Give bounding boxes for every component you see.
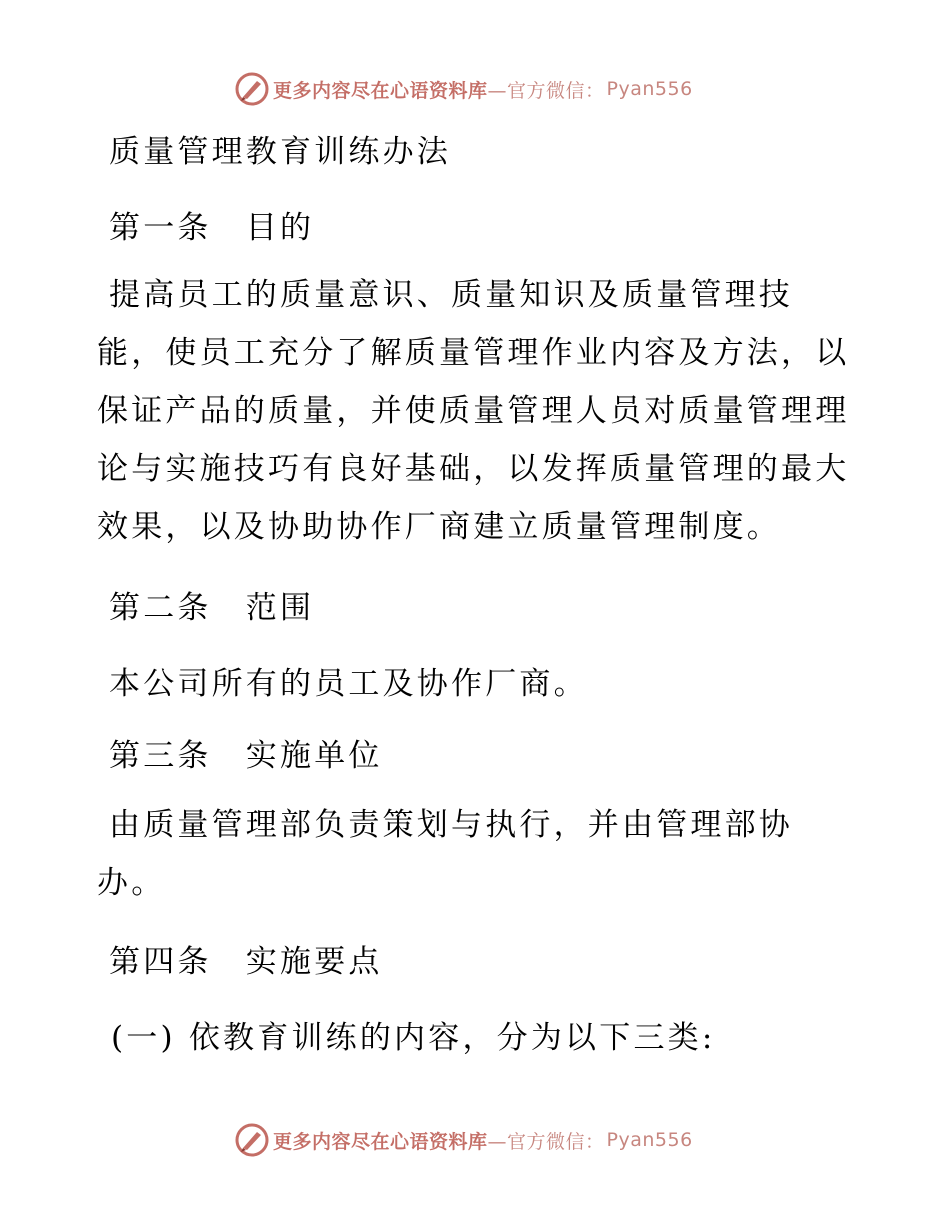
watermark-text: 更多内容尽在心语资料库 xyxy=(273,79,488,102)
watermark-wechat-label: —官方微信： xyxy=(487,79,605,102)
article-3-heading: 第三条 实施单位 xyxy=(109,738,383,774)
paragraph-line: 保证产品的质量，并使质量管理人员对质量管理理 xyxy=(97,393,850,429)
article-4-item-1: (一) 依教育训练的内容，分为以下三类: xyxy=(111,1020,716,1056)
paragraph-line: 由质量管理部负责策划与执行，并由管理部协 xyxy=(109,807,793,843)
article-2-heading: 第二条 范围 xyxy=(109,590,315,626)
paragraph-line: 效果，以及协助协作厂商建立质量管理制度。 xyxy=(97,509,781,545)
watermark-wechat-id: Pyan556 xyxy=(606,78,693,100)
article-4-heading: 第四条 实施要点 xyxy=(109,944,383,980)
watermark-footer xyxy=(235,1123,693,1157)
watermark-text: 更多内容尽在心语资料库 xyxy=(273,1130,488,1153)
article-2-body: 本公司所有的员工及协作厂商。 xyxy=(109,666,588,702)
pen-logo-icon xyxy=(235,72,269,106)
article-1-body xyxy=(97,266,857,556)
article-3-body xyxy=(97,796,857,912)
article-1-heading: 第一条 目的 xyxy=(109,210,315,246)
document-title: 质量管理教育训练办法 xyxy=(109,134,451,170)
paragraph-line: 论与实施技巧有良好基础，以发挥质量管理的最大 xyxy=(97,451,850,487)
paragraph-line: 办。 xyxy=(97,865,166,901)
watermark-wechat-label: —官方微信： xyxy=(487,1130,605,1153)
watermark-wechat-id: Pyan556 xyxy=(606,1129,693,1151)
paragraph-line: 能，使员工充分了解质量管理作业内容及方法，以 xyxy=(97,335,850,371)
paragraph-line: 提高员工的质量意识、质量知识及质量管理技 xyxy=(109,277,793,313)
watermark-header xyxy=(235,72,693,106)
pen-logo-icon xyxy=(235,1123,269,1157)
